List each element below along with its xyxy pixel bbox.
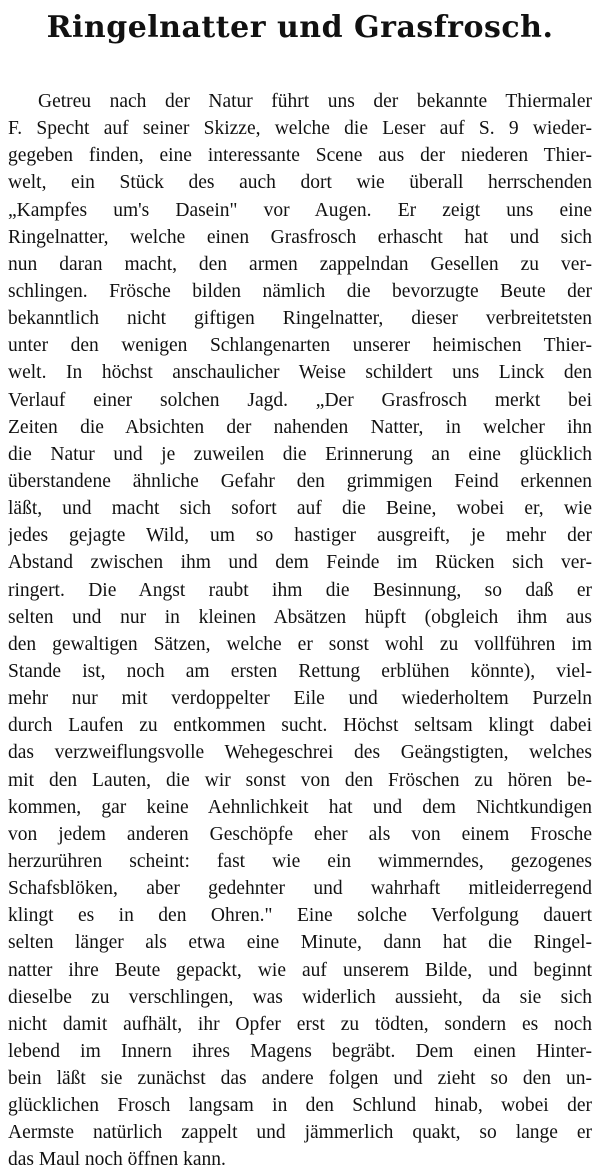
article-line: Stande ist, noch am ersten Rettung erblühen könnte), viel- — [8, 660, 592, 682]
article-line: glücklichen Frosch langsam in den Schlund hinab, wobei der — [8, 1095, 592, 1117]
article-line: bein läßt sie zunächst das andere folgen und zieht so den un- — [8, 1068, 592, 1090]
article-body — [8, 88, 592, 1174]
article-line: Ringelnatter, welche einen Grasfrosch erhascht hat und sich — [8, 226, 592, 248]
article-line: von jedem anderen Geschöpfe eher als von einem Frosche — [8, 823, 592, 845]
article-line: natter ihre Beute gepackt, wie auf unserem Bilde, und beginnt — [8, 959, 592, 981]
article-line: Schafsblöken, aber gedehnter und wahrhaft mitleiderregend — [8, 878, 592, 900]
article-line: dieselbe zu verschlingen, was widerlich aussieht, da sie sich — [8, 986, 592, 1008]
article-line: Getreu nach der Natur führt uns der bekannte Thiermaler — [38, 91, 592, 112]
article-line: herzurühren scheint: fast wie ein wimmerndes, gezogenes — [8, 850, 592, 872]
article-line: Abstand zwischen ihm und dem Feinde im Rücken sich ver- — [8, 552, 592, 574]
article-line: welt, ein Stück des auch dort wie überall herrschenden — [8, 172, 592, 194]
article-line: Zeiten die Absichten der nahenden Natter, in welcher ihn — [8, 416, 592, 438]
article-line: durch Laufen zu entkommen sucht. Höchst seltsam klingt dabei — [8, 715, 592, 737]
article-line: „Kampfes um's Dasein" vor Augen. Er zeigt uns eine — [8, 199, 592, 221]
article-line: Verlauf einer solchen Jagd. „Der Grasfrosch merkt bei — [8, 389, 592, 411]
article-line: das Maul noch öffnen kann. — [8, 1149, 226, 1171]
article-line: unter den wenigen Schlangenarten unserer heimischen Thier- — [8, 335, 592, 357]
article-line: welt. In höchst anschaulicher Weise schildert uns Linck den — [8, 362, 592, 384]
article-line: ringert. Die Angst raubt ihm die Besinnung, so daß er — [8, 579, 592, 601]
article-line: das verzweiflungsvolle Wehegeschrei des Geängstigten, welches — [8, 742, 592, 764]
article-title: Ringelnatter und Grasfrosch. — [46, 10, 554, 45]
article-line: selten länger als etwa eine Minute, dann hat die Ringel- — [8, 932, 592, 954]
article-line: überstandene ähnliche Gefahr den grimmigen Feind erkennen — [8, 470, 592, 492]
article-line: Aermste natürlich zappelt und jämmerlich quakt, so lange er — [8, 1122, 592, 1144]
article-line: schlingen. Frösche bilden nämlich die bevorzugte Beute der — [8, 280, 592, 302]
article-line: jedes gejagte Wild, um so hastiger ausgreift, je mehr der — [8, 525, 592, 547]
article-line: lebend im Innern ihres Magens begräbt. Dem einen Hinter- — [8, 1040, 592, 1062]
article-line: nicht damit aufhält, ihr Opfer erst zu tödten, sondern es noch — [8, 1013, 592, 1035]
article-line: F. Specht auf seiner Skizze, welche die Leser auf S. 9 wieder- — [8, 118, 592, 140]
article-line: mit den Lauten, die wir sonst von den Fröschen zu hören be- — [8, 769, 592, 791]
article-line: mehr nur mit verdoppelter Eile und wiederholtem Purzeln — [8, 688, 592, 710]
article-line: selten und nur in kleinen Absätzen hüpft (obgleich ihm aus — [8, 606, 592, 628]
article-line: bekanntlich nicht giftigen Ringelnatter, dieser verbreitetsten — [8, 308, 592, 330]
article-line: den gewaltigen Sätzen, welche er sonst wohl zu vollführen im — [8, 633, 592, 655]
article-line: klingt es in den Ohren." Eine solche Verfolgung dauert — [8, 905, 592, 927]
article-line: läßt, und macht sich sofort auf die Beine, wobei er, wie — [8, 498, 592, 520]
article-line: kommen, gar keine Aehnlichkeit hat und dem Nichtkundigen — [8, 796, 592, 818]
article-line: die Natur und je zuweilen die Erinnerung an eine glücklich — [8, 443, 592, 465]
article-line: gegeben finden, eine interessante Scene aus der niederen Thier- — [8, 145, 592, 167]
article-line: nun daran macht, den armen zappelndan Gesellen zu ver- — [8, 253, 592, 275]
